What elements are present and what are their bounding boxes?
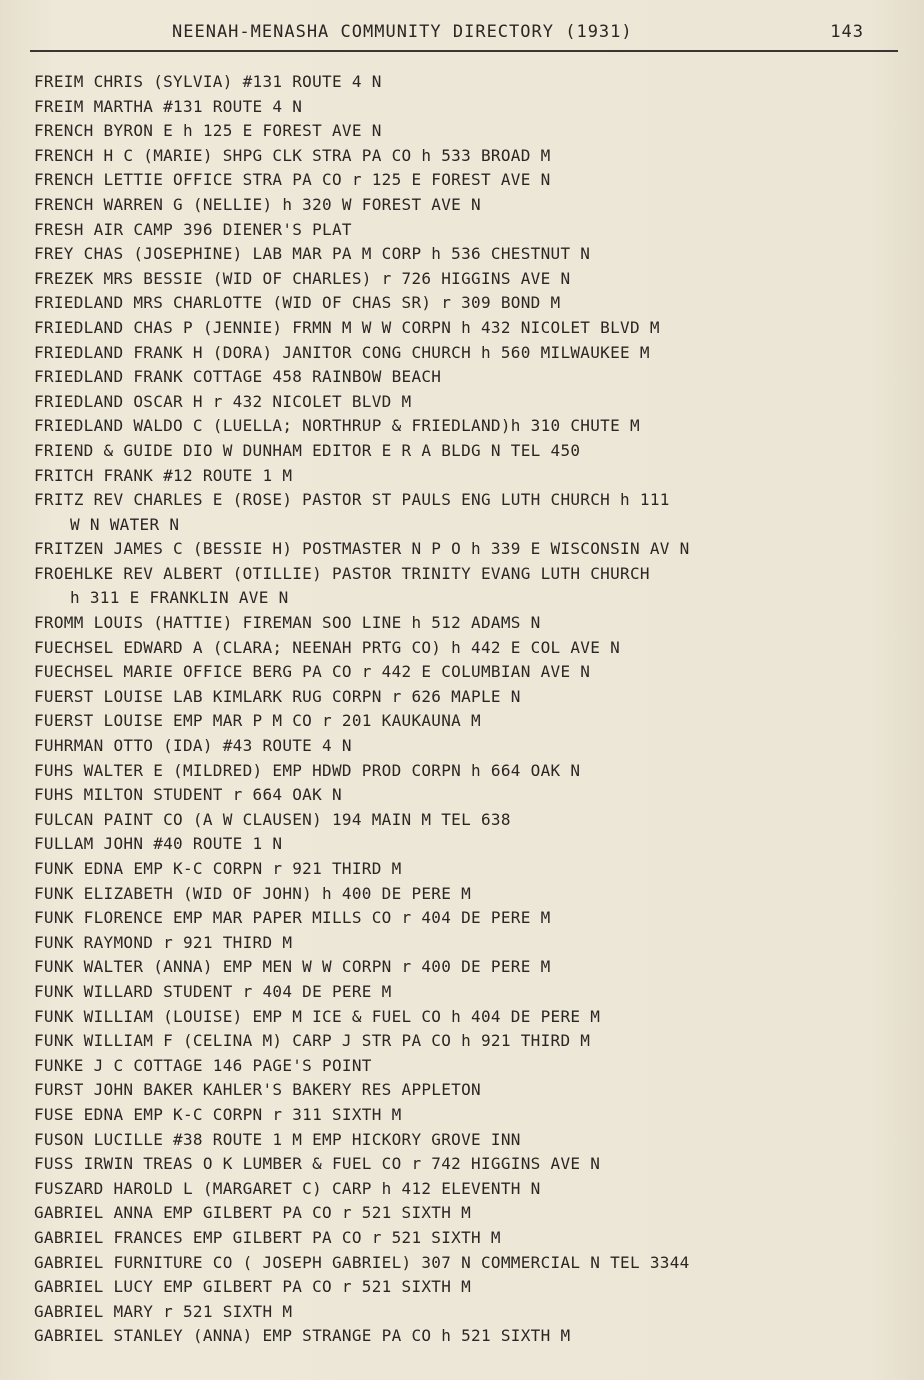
- directory-entry: FULLAM JOHN #40 ROUTE 1 N: [34, 834, 283, 854]
- directory-entry: GABRIEL STANLEY (ANNA) EMP STRANGE PA CO h 521 SIXTH M: [34, 1326, 571, 1346]
- directory-entry: FREIM MARTHA #131 ROUTE 4 N: [34, 96, 303, 116]
- page-title: NEENAH-MENASHA COMMUNITY DIRECTORY (1931): [172, 22, 633, 42]
- directory-entry: FRIEND & GUIDE DIO W DUNHAM EDITOR E R A BLDG N TEL 450: [34, 440, 581, 460]
- directory-entry: FUHS WALTER E (MILDRED) EMP HDWD PROD CORPN h 664 OAK N: [34, 760, 581, 780]
- directory-entry: FREIM CHRIS (SYLVIA) #131 ROUTE 4 N: [34, 72, 382, 91]
- directory-entry: FUECHSEL MARIE OFFICE BERG PA CO r 442 E COLUMBIAN AVE N: [34, 662, 591, 682]
- directory-entry: FUNK EDNA EMP K-C CORPN r 921 THIRD M: [34, 859, 402, 878]
- directory-entry: FUNK WALTER (ANNA) EMP MEN W W CORPN r 400 DE PERE M: [34, 957, 551, 977]
- directory-entry: FUNK ELIZABETH (WID OF JOHN) h 400 DE PERE M: [34, 883, 472, 903]
- directory-entry: FROMM LOUIS (HATTIE) FIREMAN SOO LINE h 512 ADAMS N: [34, 613, 541, 633]
- directory-entry: GABRIEL ANNA EMP GILBERT PA CO r 521 SIXTH M: [34, 1203, 472, 1223]
- directory-entry: FUERST LOUISE EMP MAR P M CO r 201 KAUKAUNA M: [34, 711, 481, 731]
- directory-listing: [34, 70, 904, 1349]
- directory-entry: FRENCH LETTIE OFFICE STRA PA CO r 125 E FOREST AVE N: [34, 170, 551, 190]
- directory-entry: FRIEDLAND FRANK COTTAGE 458 RAINBOW BEACH: [34, 367, 442, 387]
- page-number: 143: [830, 22, 864, 42]
- directory-entry: FUNK RAYMOND r 921 THIRD M: [34, 932, 293, 952]
- directory-entry: FUNK WILLIAM F (CELINA M) CARP J STR PA CO h 921 THIRD M: [34, 1031, 591, 1051]
- directory-entry: FUECHSEL EDWARD A (CLARA; NEENAH PRTG CO) h 442 E COL AVE N: [34, 637, 621, 657]
- directory-entry: FREY CHAS (JOSEPHINE) LAB MAR PA M CORP h 536 CHESTNUT N: [34, 244, 591, 264]
- directory-entry: FREZEK MRS BESSIE (WID OF CHARLES) r 726 HIGGINS AVE N: [34, 268, 571, 288]
- directory-entry: FUNKE J C COTTAGE 146 PAGE'S POINT: [34, 1055, 372, 1075]
- directory-entry: FRIEDLAND OSCAR H r 432 NICOLET BLVD M: [34, 391, 412, 411]
- directory-entry: FRIEDLAND WALDO C (LUELLA; NORTHRUP & FRIEDLAND)h 310 CHUTE M: [34, 416, 640, 436]
- directory-entry: FRESH AIR CAMP 396 DIENER'S PLAT: [34, 219, 352, 239]
- directory-entry: FUHRMAN OTTO (IDA) #43 ROUTE 4 N: [34, 736, 352, 756]
- directory-entry: FUSON LUCILLE #38 ROUTE 1 M EMP HICKORY GROVE INN: [34, 1129, 521, 1149]
- directory-entry: FUNK WILLIAM (LOUISE) EMP M ICE & FUEL CO h 404 DE PERE M: [34, 1006, 601, 1026]
- directory-entry-continuation: W N WATER N: [70, 514, 180, 534]
- directory-entry: FRITZ REV CHARLES E (ROSE) PASTOR ST PAULS ENG LUTH CHURCH h 111: [34, 490, 670, 510]
- directory-entry: GABRIEL FURNITURE CO ( JOSEPH GABRIEL) 307 N COMMERCIAL N TEL 3344: [34, 1252, 690, 1272]
- directory-entry: FUHS MILTON STUDENT r 664 OAK N: [34, 785, 342, 805]
- directory-entry: FUSS IRWIN TREAS O K LUMBER & FUEL CO r 742 HIGGINS AVE N: [34, 1154, 601, 1174]
- directory-entry: FRIEDLAND FRANK H (DORA) JANITOR CONG CHURCH h 560 MILWAUKEE M: [34, 342, 650, 362]
- directory-entry: FUSZARD HAROLD L (MARGARET C) CARP h 412 ELEVENTH N: [34, 1178, 541, 1198]
- directory-entry: FRENCH BYRON E h 125 E FOREST AVE N: [34, 121, 382, 141]
- directory-entry: GABRIEL LUCY EMP GILBERT PA CO r 521 SIXTH M: [34, 1277, 472, 1297]
- directory-entry: FRENCH H C (MARIE) SHPG CLK STRA PA CO h 533 BROAD M: [34, 145, 551, 165]
- directory-entry: FUSE EDNA EMP K-C CORPN r 311 SIXTH M: [34, 1104, 402, 1124]
- page-header: [30, 22, 898, 52]
- directory-entry-continuation: h 311 E FRANKLIN AVE N: [70, 588, 289, 608]
- directory-entry: FRIEDLAND CHAS P (JENNIE) FRMN M W W CORPN h 432 NICOLET BLVD M: [34, 317, 660, 337]
- directory-entry: FUERST LOUISE LAB KIMLARK RUG CORPN r 626 MAPLE N: [34, 686, 521, 706]
- header-rule: [30, 50, 898, 52]
- directory-entry: FURST JOHN BAKER KAHLER'S BAKERY RES APPLETON: [34, 1080, 481, 1100]
- directory-entry: FRITCH FRANK #12 ROUTE 1 M: [34, 465, 293, 485]
- directory-entry: FUNK WILLARD STUDENT r 404 DE PERE M: [34, 981, 392, 1001]
- directory-entry: GABRIEL FRANCES EMP GILBERT PA CO r 521 SIXTH M: [34, 1227, 501, 1247]
- directory-entry: GABRIEL MARY r 521 SIXTH M: [34, 1301, 293, 1321]
- directory-entry: FRENCH WARREN G (NELLIE) h 320 W FOREST AVE N: [34, 194, 481, 214]
- directory-entry: FULCAN PAINT CO (A W CLAUSEN) 194 MAIN M TEL 638: [34, 809, 511, 829]
- directory-entry: FUNK FLORENCE EMP MAR PAPER MILLS CO r 404 DE PERE M: [34, 908, 551, 928]
- directory-entry: FROEHLKE REV ALBERT (OTILLIE) PASTOR TRINITY EVANG LUTH CHURCH: [34, 563, 650, 583]
- directory-entry: FRITZEN JAMES C (BESSIE H) POSTMASTER N P O h 339 E WISCONSIN AV N: [34, 539, 690, 559]
- directory-entry: FRIEDLAND MRS CHARLOTTE (WID OF CHAS SR) r 309 BOND M: [34, 293, 561, 313]
